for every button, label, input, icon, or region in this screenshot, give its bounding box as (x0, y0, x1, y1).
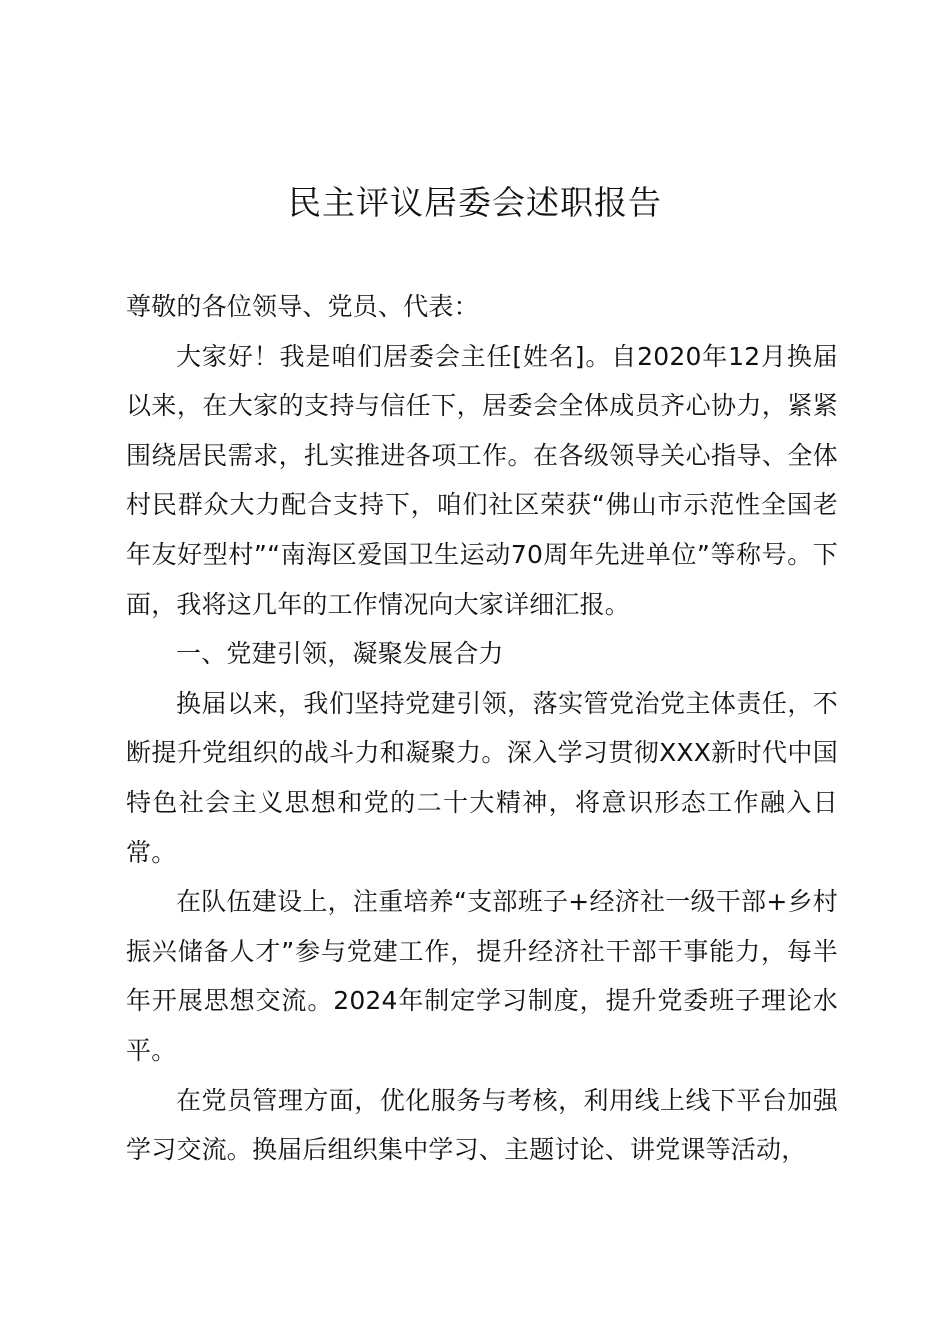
paragraph-party-building: 换届以来，我们坚持党建引领，落实管党治党主体责任，不断提升党组织的战斗力和凝聚力。深入学习贯彻XXX新时代中国特色社会主义思想和党的二十大精神，将意识形态工作融入日常。 (126, 688, 838, 867)
salutation: 尊敬的各位领导、党员、代表： (126, 292, 479, 321)
section-heading-1: 一、党建引领，凝聚发展合力 (176, 639, 504, 669)
paragraph-team-building: 在队伍建设上，注重培养“支部班子+经济社一级干部+乡村振兴储备人才”参与党建工作，提升经济社干部干事能力，每半年开展思想交流。2024年制定学习制度，提升党委班子理论水平。 (126, 887, 838, 1065)
document-title: 民主评议居委会述职报告 (288, 183, 662, 222)
paragraph-intro: 大家好！我是咱们居委会主任[姓名]。自2020年12月换届以来，在大家的支持与信任下，居委会全体成员齐心协力，紧紧围绕居民需求，扎实推进各项工作。在各级领导关心指导、全体村民群众大力配合支持下，咱们社区荣获“佛山市示范性全国老年友好型村”“南海区爱国卫生运动70周年先进单位”等称号。下面，我将这几年的工作情况向大家详细汇报。 (126, 341, 838, 619)
document-body (126, 282, 838, 1175)
paragraph-member-management: 在党员管理方面，优化服务与考核，利用线上线下平台加强学习交流。换届后组织集中学习、主题讨论、讲党课等活动， (126, 1085, 838, 1165)
